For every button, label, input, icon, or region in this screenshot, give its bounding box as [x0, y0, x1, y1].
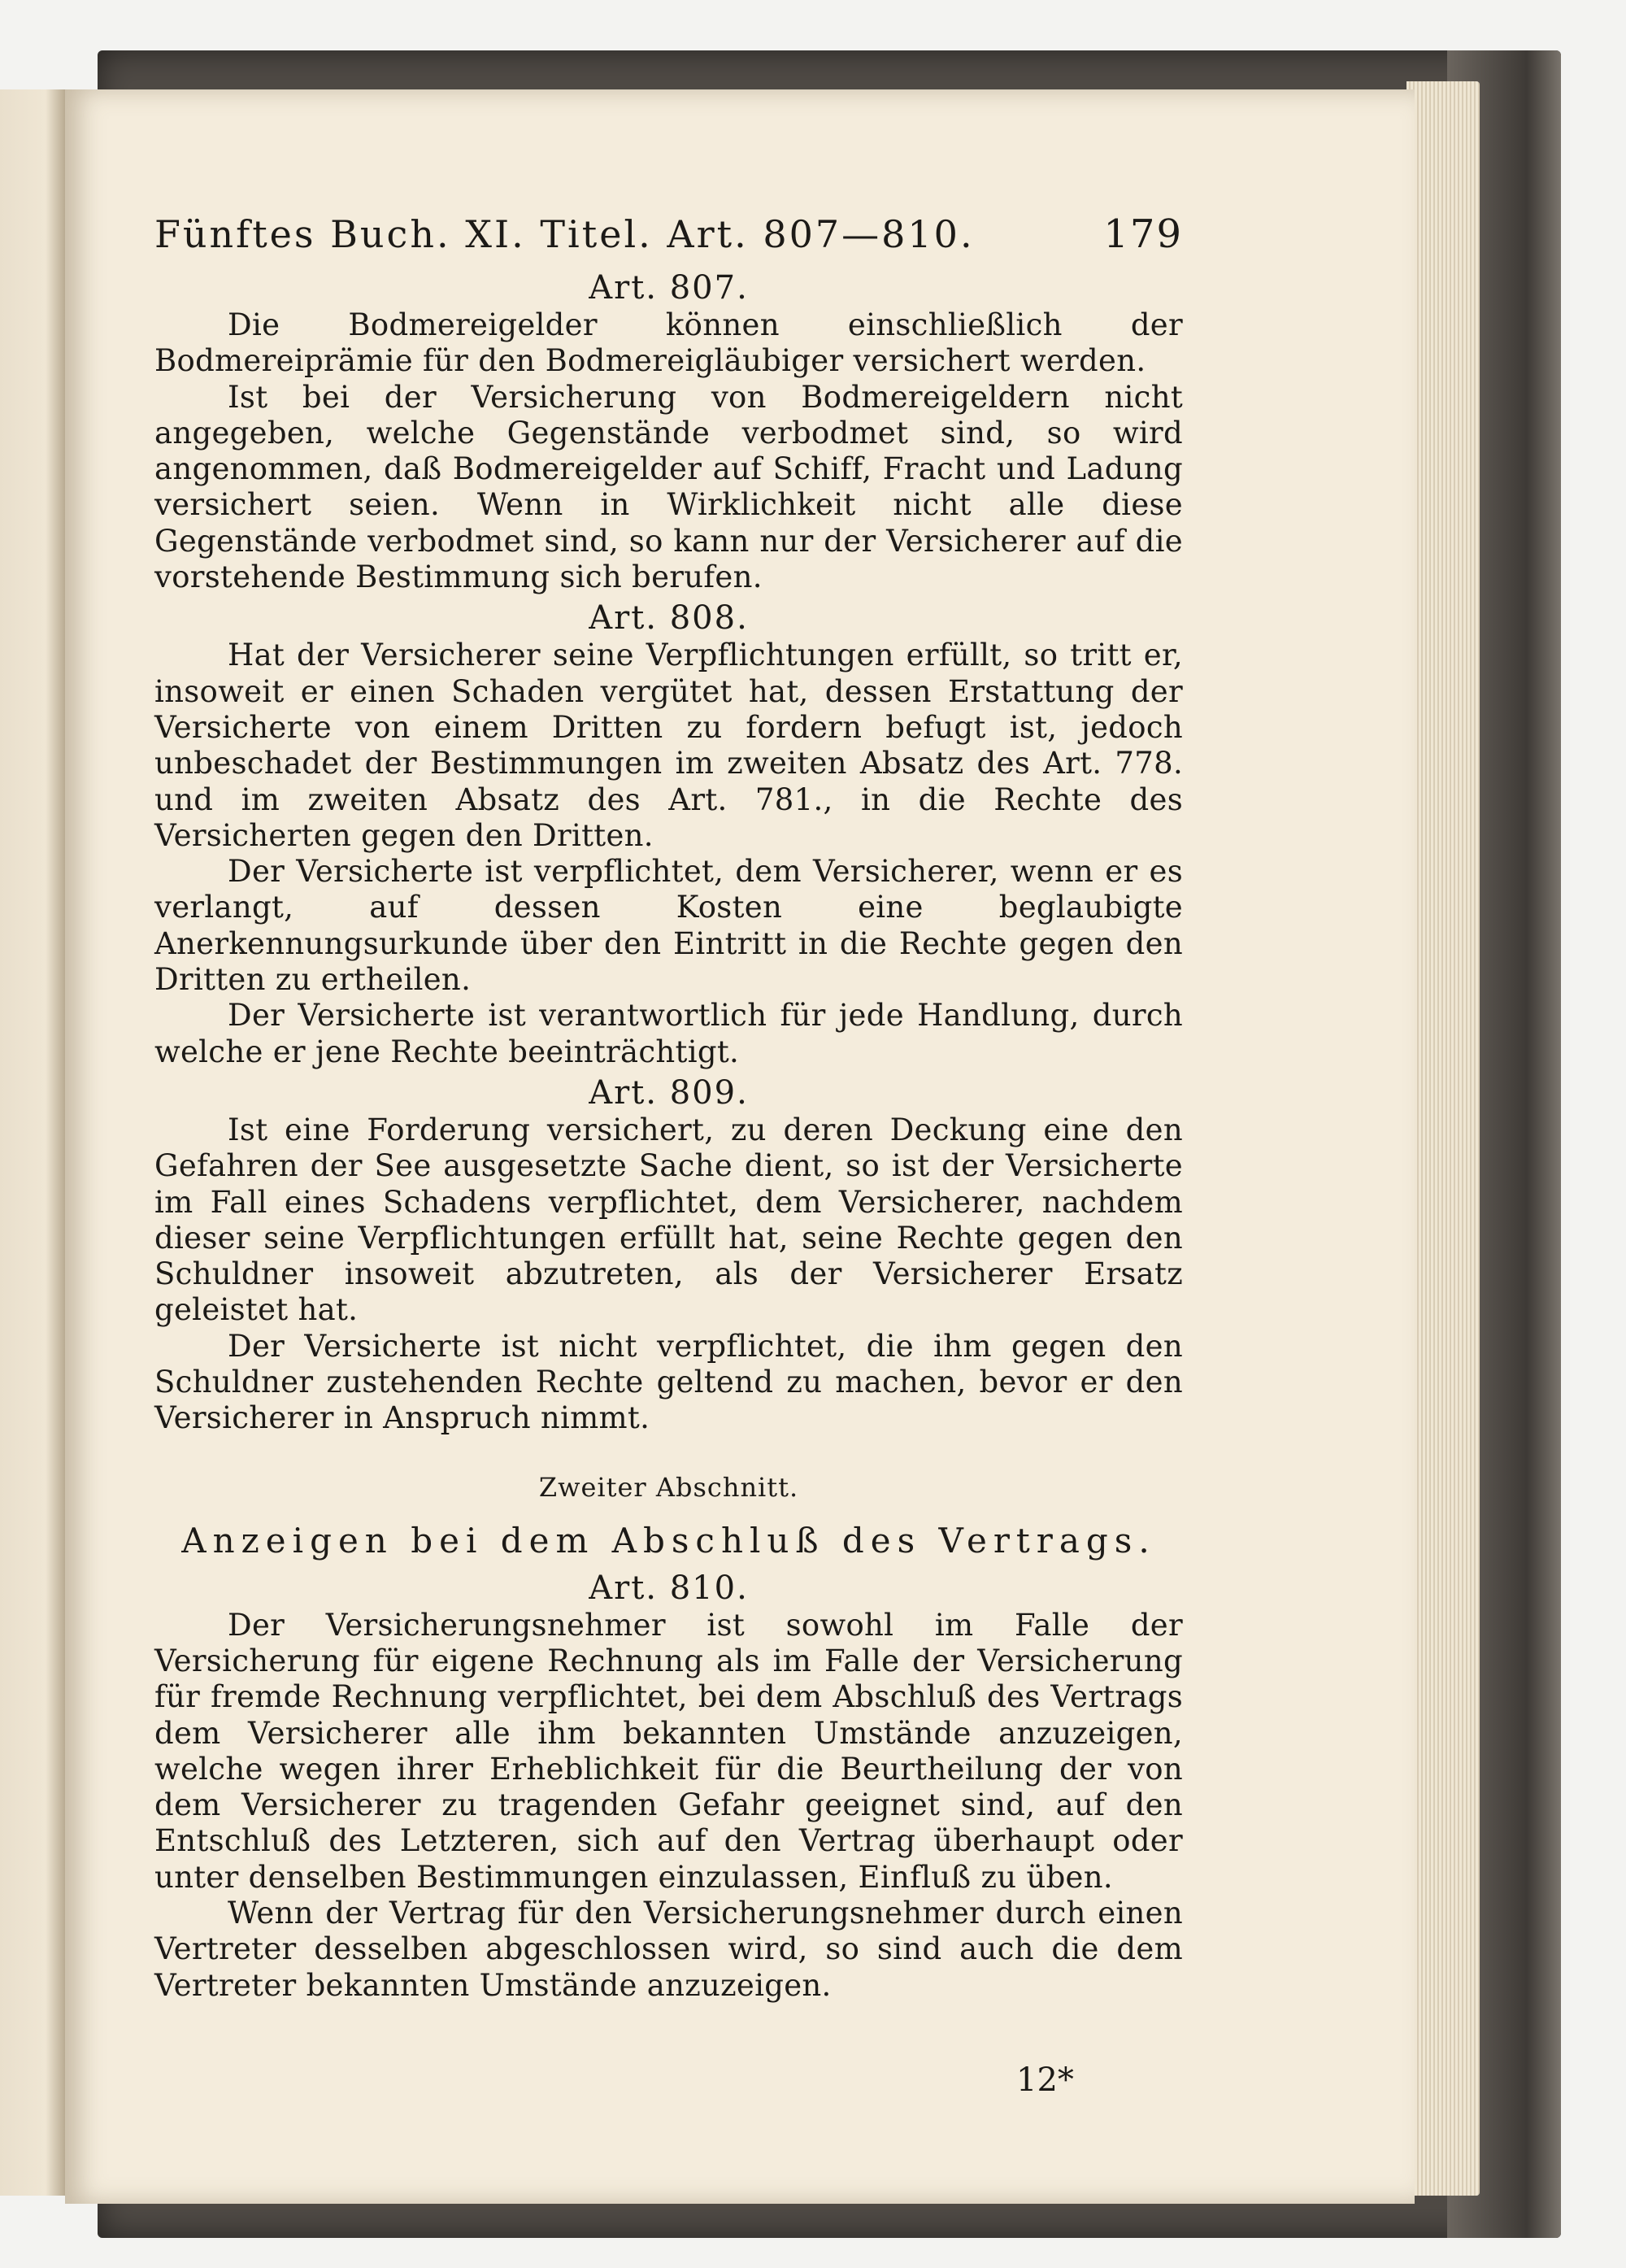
paragraph: Der Versicherte ist verpflichtet, dem Versicherer, wenn er es verlangt, auf dessen Kosten eine beglaubigte Anerkennungsurkunde über den Eintritt in die Rechte gegen den Dritten zu ertheilen.: [154, 854, 1183, 998]
paragraph: Die Bodmereigelder können einschließlich der Bodmereiprämie für den Bodmereigläubiger versichert werden.: [154, 307, 1183, 379]
paragraph: Ist bei der Versicherung von Bodmereigeldern nicht angegeben, welche Gegenstände verbodmet sind, so wird angenommen, daß Bodmereigelder auf Schiff, Fracht und Ladung versichert seien. Wenn in Wirklichkeit nicht alle diese Gegenstände verbodmet sind, so kann nur der Versicherer auf die vorstehende Bestimmung sich berufen.: [154, 379, 1183, 595]
paragraph: Der Versicherungsnehmer ist sowohl im Falle der Versicherung für eigene Rechnung als im Falle der Versicherung für fremde Rechnung verpflichtet, bei dem Abschluß des Vertrags dem Versicherer alle ihm bekannten Umstände anzuzeigen, welche wegen ihrer Erheblichkeit für die Beurtheilung der von dem Versicherer zu tragenden Gefahr geeignet sind, auf den Entschluß des Letzteren, sich auf den Vertrag überhaupt oder unter denselben Bestimmungen einzulassen, Einfluß zu üben.: [154, 1607, 1183, 1895]
running-header: [154, 211, 1183, 257]
article-808: [154, 599, 1183, 1070]
paragraph: Der Versicherte ist nicht verpflichtet, die ihm gegen den Schuldner zustehenden Rechte geltend zu machen, bevor er den Versicherer in Anspruch nimmt.: [154, 1328, 1183, 1436]
article-heading: Art. 808.: [589, 599, 749, 638]
article-807: [154, 268, 1183, 595]
paragraph: Wenn der Vertrag für den Versicherungsnehmer durch einen Vertreter desselben abgeschlossen wird, so sind auch die dem Vertreter bekannten Umstände anzuzeigen.: [154, 1895, 1183, 2003]
article-810: [154, 1569, 1183, 2004]
article-heading: Art. 810.: [589, 1569, 749, 1607]
article-heading: Art. 809.: [589, 1073, 749, 1112]
paragraph: Der Versicherte ist verantwortlich für jede Handlung, durch welche er jene Rechte beeinträchtigt.: [154, 998, 1183, 1069]
running-title: Fünftes Buch. XI. Titel. Art. 807—810.: [154, 212, 975, 256]
left-facing-page: [0, 89, 65, 2196]
article-809: [154, 1073, 1183, 1437]
section-title: Anzeigen bei dem Abschluß des Vertrags.: [181, 1520, 1156, 1561]
paragraph: Ist eine Forderung versichert, zu deren Deckung eine den Gefahren der See ausgesetzte Sache dient, so ist der Versicherte im Fall eines Schadens verpflichtet, dem Versicherer, nachdem dieser seine Verpflichtungen erfüllt hat, seine Rechte gegen den Schuldner insoweit abzutreten, als der Versicherer Ersatz geleistet hat.: [154, 1112, 1183, 1328]
book-page: [65, 89, 1415, 2204]
page-content: [154, 211, 1183, 2004]
article-heading: Art. 807.: [589, 269, 749, 307]
page-edges: [1406, 81, 1480, 2196]
page-number: 179: [1103, 211, 1183, 257]
paragraph: Hat der Versicherer seine Verpflichtungen erfüllt, so tritt er, insoweit er einen Schaden vergütet hat, dessen Erstattung der Versicherte von einem Dritten zu fordern befugt ist, jedoch unbeschadet der Bestimmungen im zweiten Absatz des Art. 778. und im zweiten Absatz des Art. 781., in die Rechte des Versicherten gegen den Dritten.: [154, 638, 1183, 853]
section-label: Zweiter Abschnitt.: [538, 1471, 799, 1503]
signature-mark: 12*: [1016, 2061, 1074, 2099]
